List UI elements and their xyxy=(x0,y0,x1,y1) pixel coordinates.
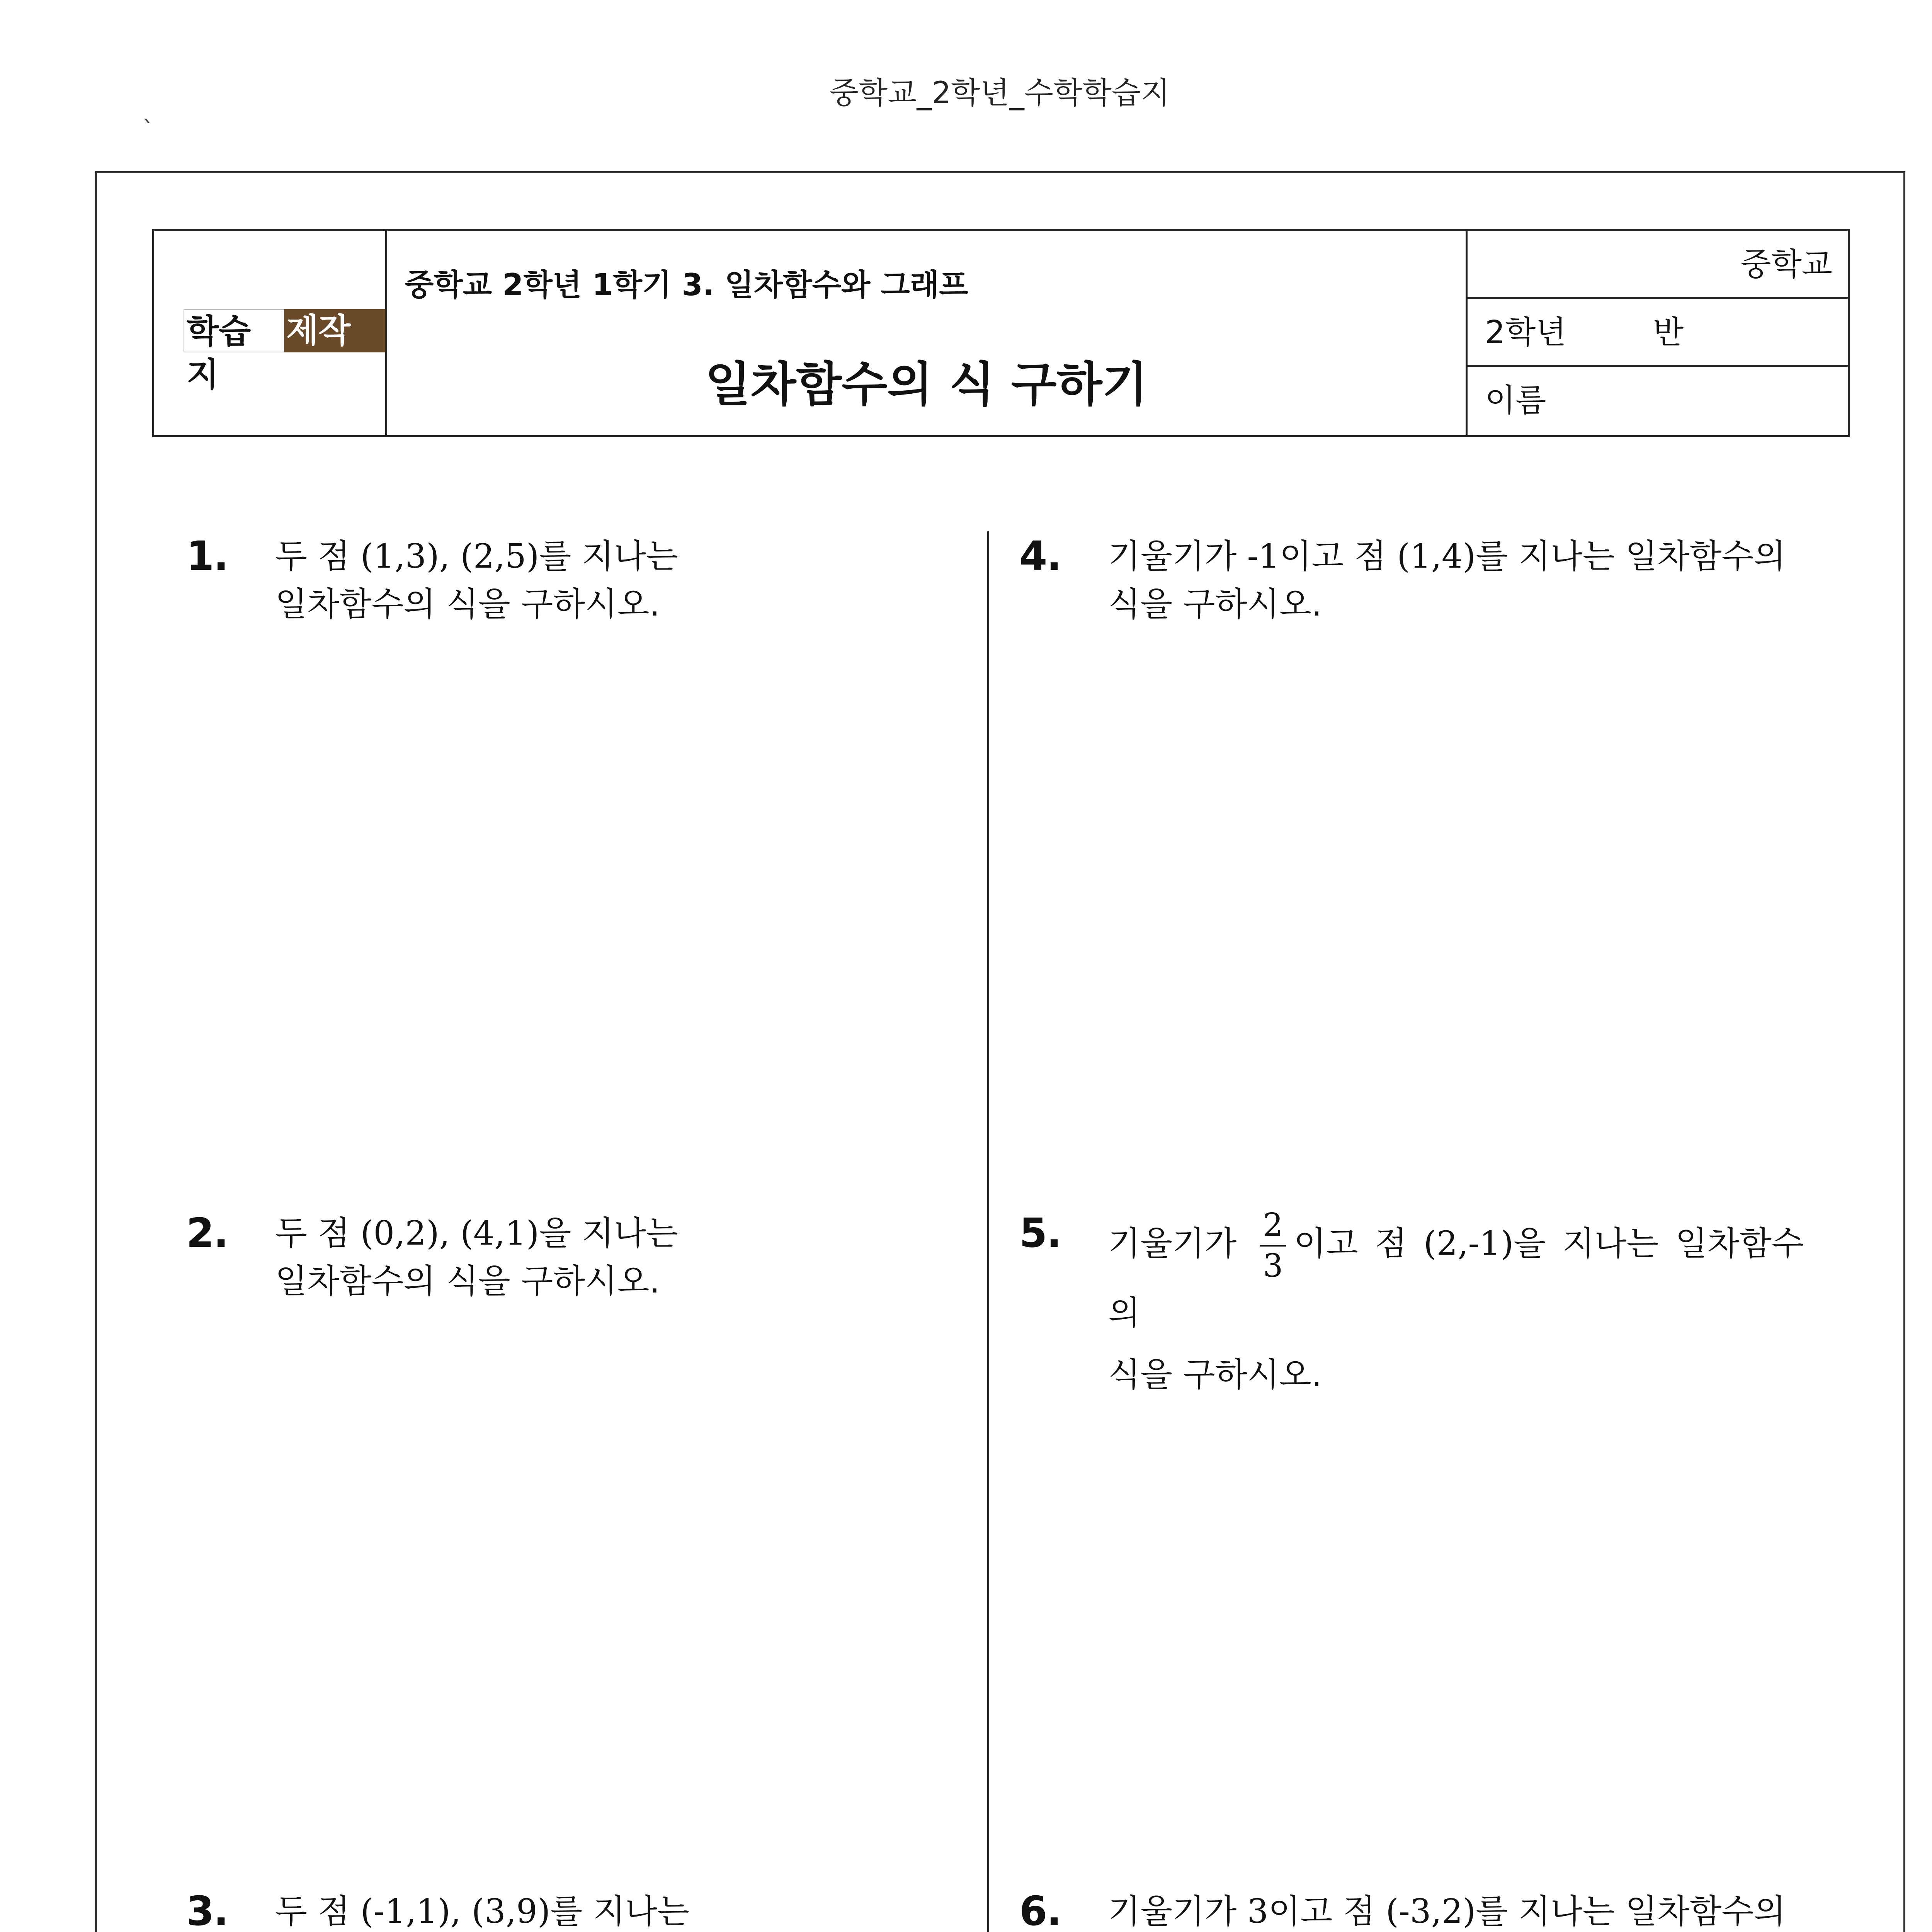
problem-text-segment: 이고 점 (2,-1)을 지나는 일차함수의 xyxy=(1108,1224,1804,1332)
problem-line: 일차함수의 식을 구하시오. xyxy=(275,1262,660,1301)
problem-text xyxy=(1108,1209,1804,1406)
school-label: 중학교 xyxy=(1740,246,1832,283)
problem-line: 기울기가 3이고 점 (-3,2)를 지나는 일차함수의 xyxy=(1108,1892,1786,1931)
column-divider xyxy=(987,531,989,1932)
title-block xyxy=(152,229,1850,437)
problem-line: 두 점 (1,3), (2,5)를 지나는 xyxy=(275,537,678,576)
title-cell xyxy=(387,231,1468,435)
problem-line xyxy=(1108,1209,1804,1344)
school-field[interactable] xyxy=(1468,231,1848,299)
name-label: 이름 xyxy=(1485,382,1546,419)
worksheet-subtitle: 중학교 2학년 1학기 3. 일차함수와 그래프 xyxy=(405,268,968,303)
problem-line: 식을 구하시오. xyxy=(1108,1355,1322,1394)
logo-cell xyxy=(154,231,387,435)
grade-class-field[interactable] xyxy=(1468,299,1848,367)
problem-text xyxy=(275,1209,700,1305)
problem-text xyxy=(275,532,700,628)
problem-line: 기울기가 -1이고 점 (1,4)를 지나는 일차함수의 xyxy=(1108,537,1786,576)
grade-label: 2학년 xyxy=(1485,314,1566,351)
problem-number: 4. xyxy=(1019,532,1061,580)
problem-text-segment: 기울기가 xyxy=(1108,1224,1237,1263)
name-field[interactable] xyxy=(1468,367,1848,435)
logo-text-part2: 제작소 xyxy=(284,309,385,352)
problem-line: 식을 구하시오. xyxy=(1108,585,1322,624)
problem-line: 일차함수의 식을 구하시오. xyxy=(275,585,660,624)
fraction-denominator: 3 xyxy=(1263,1248,1283,1284)
problem-number: 2. xyxy=(186,1209,228,1257)
problem-text xyxy=(275,1888,739,1932)
running-header: 중학교_2학년_수학학습지 xyxy=(829,76,1170,111)
problem-number: 6. xyxy=(1019,1888,1061,1932)
tick-mark: ` xyxy=(142,116,154,143)
problem-line: 두 점 (0,2), (4,1)을 지나는 xyxy=(275,1214,678,1253)
student-info xyxy=(1468,231,1848,435)
problem-line: 두 점 (-1,1), (3,9)를 지나는 xyxy=(275,1892,689,1931)
worksheet-title: 일차함수의 식 구하기 xyxy=(705,357,1148,412)
problem-text xyxy=(1108,532,1804,628)
class-label: 반 xyxy=(1653,314,1684,351)
problem-number: 1. xyxy=(186,532,228,580)
problem-number: 5. xyxy=(1019,1209,1061,1257)
fraction-two-thirds xyxy=(1260,1209,1286,1282)
problem-number: 3. xyxy=(186,1888,228,1932)
logo-text-part1: 학습지 xyxy=(184,309,284,352)
fraction-numerator: 2 xyxy=(1260,1209,1286,1247)
logo xyxy=(184,309,385,394)
problem-text xyxy=(1108,1888,1804,1932)
